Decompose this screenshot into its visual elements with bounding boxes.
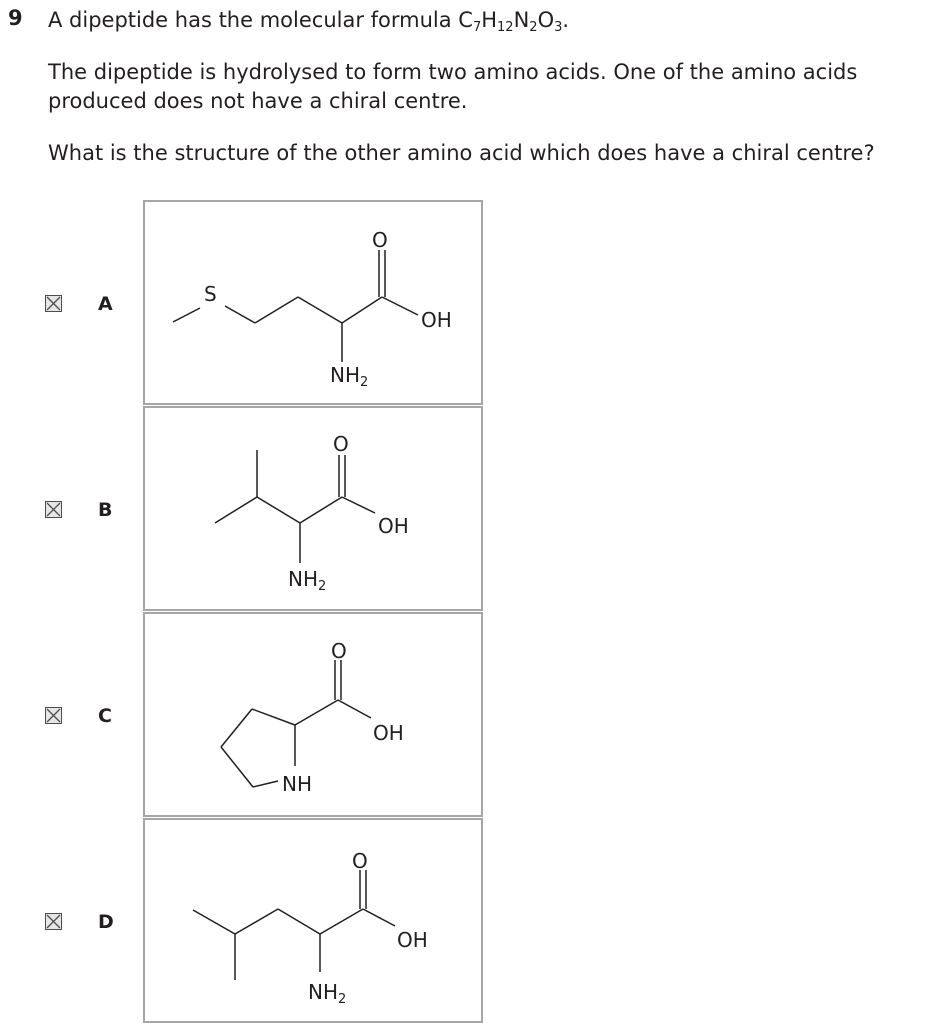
amino-group: $NH_2$ <box>330 363 369 390</box>
proline-skeletal-formula <box>145 614 481 815</box>
answer-b-checkbox[interactable] <box>45 501 62 518</box>
sulfur-atom: S <box>204 282 217 306</box>
option-b-structure <box>143 406 483 611</box>
hydroxyl-group: OH <box>421 308 452 332</box>
answer-a-checkbox[interactable] <box>45 295 62 312</box>
ring-nitrogen: NH <box>282 772 312 796</box>
option-c-label: C <box>98 705 112 727</box>
question-stem-line-3: produced does not have a chiral centre. <box>48 89 468 113</box>
carbonyl-oxygen: O <box>352 849 368 873</box>
option-a-label: A <box>98 293 113 315</box>
option-d-structure <box>143 818 483 1023</box>
option-c-structure <box>143 612 483 817</box>
option-b-label: B <box>98 499 113 521</box>
carbonyl-oxygen: O <box>372 228 388 252</box>
option-d-label: D <box>98 911 114 933</box>
crossed-box-icon <box>45 913 62 930</box>
question-prompt: What is the structure of the other amino acid which does have a chiral centre? <box>48 141 875 165</box>
question-stem-line-2: The dipeptide is hydrolysed to form two amino acids. One of the amino acids <box>48 60 858 84</box>
amino-group: $NH_2$ <box>308 980 347 1007</box>
question-stem-formula: A dipeptide has the molecular formula $C_7H_{12}N_2O_3$. <box>48 8 570 35</box>
hydroxyl-group: OH <box>397 928 428 952</box>
option-a-structure <box>143 200 483 405</box>
crossed-box-icon <box>45 295 62 312</box>
methionine-skeletal-formula <box>145 202 481 403</box>
carbonyl-oxygen: O <box>333 432 349 456</box>
crossed-box-icon <box>45 707 62 724</box>
carbonyl-oxygen: O <box>331 639 347 663</box>
amino-group: $NH_2$ <box>288 567 327 594</box>
hydroxyl-group: OH <box>373 721 404 745</box>
crossed-box-icon <box>45 501 62 518</box>
answer-c-checkbox[interactable] <box>45 707 62 724</box>
question-number: 9 <box>8 6 23 30</box>
hydroxyl-group: OH <box>378 514 409 538</box>
answer-d-checkbox[interactable] <box>45 913 62 930</box>
